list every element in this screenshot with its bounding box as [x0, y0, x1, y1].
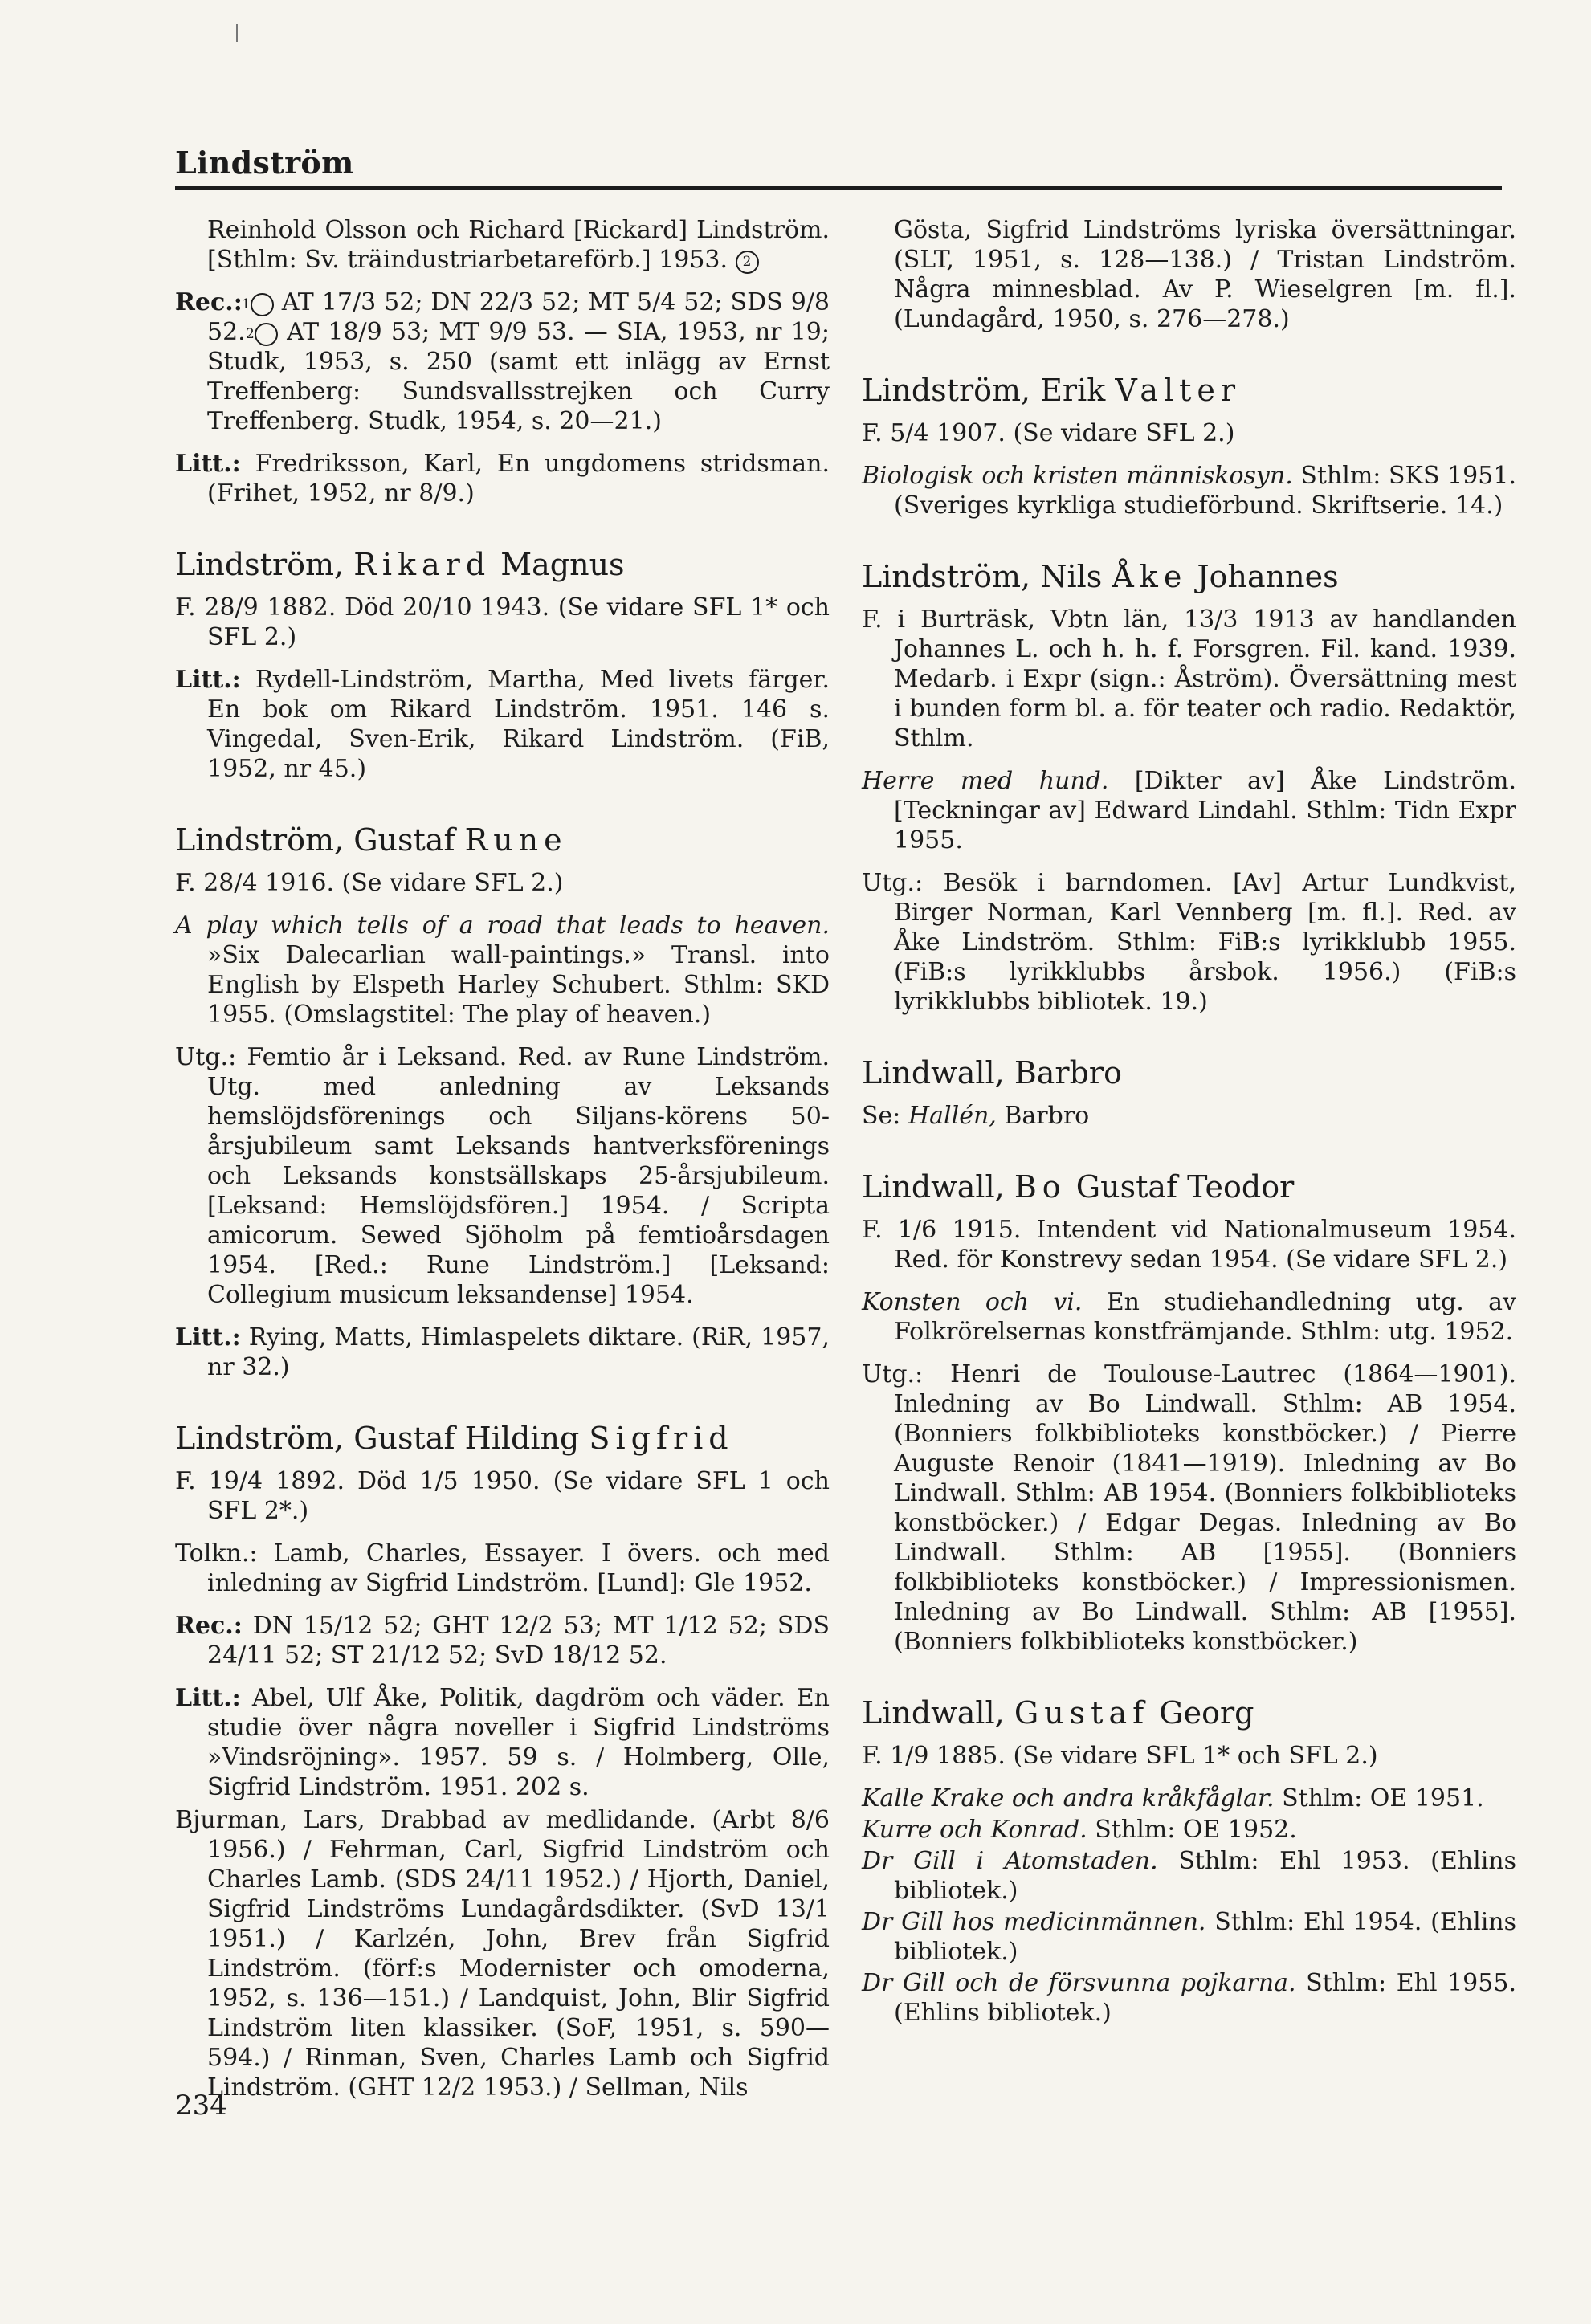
see-target-given-name: Barbro [996, 1102, 1090, 1130]
page-edge-mark [236, 24, 238, 42]
title-spaced-name: Valter [1115, 373, 1242, 408]
title-text: Lindström, Nils [862, 559, 1112, 594]
biography-line: F. 1/9 1885. (Se vidare SFL 1* och SFL 2.) [862, 1742, 1378, 1770]
work-item [862, 1846, 1516, 1906]
literature-list [175, 449, 830, 508]
work-item [862, 766, 1516, 855]
see-target: Hallén, [908, 1102, 997, 1130]
rec-label: Rec.: [175, 288, 243, 316]
running-head: Lindström [175, 145, 354, 181]
work-title: Konsten och vi. [862, 1288, 1083, 1316]
work-item [175, 911, 830, 1029]
rec-label: Rec.: [175, 1612, 243, 1640]
work-item [862, 1287, 1516, 1347]
entry-title-rikard [175, 547, 830, 582]
title-text: Johannes [1187, 559, 1339, 594]
work-details: »Six Dalecarlian wall-paintings.» Transl. into English by Elspeth Harley Schubert. Sthlm: SKD 1955. (Omslagstitel: The play of heaven.) [207, 941, 830, 1029]
work-title: Kalle Krake och andra kråkfåglar. [862, 1784, 1275, 1812]
entry-title-georg [862, 1695, 1516, 1731]
work-title: Dr Gill hos medicinmännen. [862, 1908, 1206, 1936]
title-text: Lindström, [175, 547, 354, 582]
page-number: 234 [175, 2090, 227, 2122]
cross-reference [862, 1101, 1516, 1131]
entry-title-barbro: Lindwall, Barbro [862, 1055, 1122, 1091]
title-text: Gustaf Teodor [1066, 1169, 1295, 1205]
entry-title-rune [175, 822, 830, 858]
biography-line: F. 19/4 1892. Död 1/5 1950. (Se vidare SFL 1 och SFL 2*.) [175, 1467, 830, 1525]
circled-number: 1 [251, 293, 274, 316]
circled-number: 2 [255, 323, 278, 346]
literature-list-continued: Bjurman, Lars, Drabbad av medlidande. (Arbt 8/6 1956.) / Fehrman, Carl, Sigfrid Lindström och Charles Lamb. (SDS 24/11 1952.) / Hjorth, Daniel, Sigfrid Lindströms Lundagårdsdikter. (SvD 13/1 1951.) / Karlzén, John, Brev från Sigfrid Lindström. (förf:s Modernister och omoderna, 1952, s. 136—151.) / Landquist, John, Blir Sigfrid Lindström liten klassiker. (SoF, 1951, s. 590—594.) / Rinman, Sven, Charles Lamb och Sigfrid Lindström. (GHT 12/2 1953.) / Sellman, Nils [175, 1806, 830, 2102]
title-spaced-name: Åke [1112, 559, 1188, 594]
literature-text: Fredriksson, Karl, En ungdomens stridsman. (Frihet, 1952, nr 8/9.) [207, 450, 830, 508]
title-text: Lindwall, [862, 1695, 1014, 1731]
edited-works: Utg.: Femtio år i Leksand. Red. av Rune Lindström. Utg. med anledning av Leksands hemslöjdsförenings och Siljans-körens 50-årsjubileum samt Leksands hantverksförenings och Leksands konstsällskaps 25-årsjubileum. [Leksand: Hemslöjdsfören.] 1954. / Scripta amicorum. Sewed Sjöholm på femtioårsdagen 1954. [Red.: Rune Lindström.] [Leksand: Collegium musicum leksandense] 1954. [175, 1043, 830, 1309]
title-spaced-name: Rikard [353, 547, 492, 582]
work-details: En studiehandledning utg. av Folkrörelsernas konstfrämjande. Sthlm: utg. 1952. [894, 1288, 1516, 1346]
entry-title-bo [862, 1169, 1516, 1205]
work-details: [Dikter av] Åke Lindström. [Teckningar av] Edward Lindahl. Sthlm: Tidn Expr 1955. [894, 767, 1516, 854]
literature-text: Abel, Ulf Åke, Politik, dagdröm och väder. En studie över några noveller i Sigfrid Lindströms »Vindsröjning». 1957. 59 s. / Holmberg, Olle, Sigfrid Lindström. 1951. 202 s. [207, 1684, 830, 1801]
entry-continuation: Gösta, Sigfrid Lindströms lyriska översättningar. (SLT, 1951, s. 128—138.) / Tristan Lindström. Några minnesblad. Av P. Wieselgren [m. fl.]. (Lundagård, 1950, s. 276—278.) [894, 216, 1516, 333]
title-spaced-name: Rune [464, 822, 568, 858]
literature-list [175, 1323, 830, 1382]
see-label: Se: [862, 1102, 908, 1130]
right-column [862, 215, 1516, 2041]
work-details: Sthlm: Ehl 1955. (Ehlins bibliotek.) [894, 1969, 1516, 2027]
translation-item: Tolkn.: Lamb, Charles, Essayer. I övers. och med inledning av Sigfrid Lindström. [Lund]: Gle 1952. [175, 1539, 830, 1597]
entry-title-sigfrid [175, 1421, 830, 1456]
title-text: Magnus [491, 547, 625, 582]
review-list [175, 1611, 830, 1670]
biography-line: F. i Burträsk, Vbtn län, 13/3 1913 av handlanden Johannes L. och h. h. f. Forsgren. Fil. kand. 1939. Medarb. i Expr (sign.: Åström). Översättning mest i bunden form bl. a. för teater och radio. Redaktör, Sthlm. [862, 605, 1516, 752]
literature-list [175, 1683, 830, 1802]
litt-label: Litt.: [175, 1684, 241, 1712]
litt-label: Litt.: [175, 450, 241, 478]
entry-title-erik [862, 373, 1516, 408]
work-title: Kurre och Konrad. [862, 1816, 1087, 1844]
work-item [862, 461, 1516, 520]
biography-line: F. 28/4 1916. (Se vidare SFL 2.) [175, 869, 564, 897]
review-text: AT 17/3 52; DN 22/3 52; MT 5/4 52; SDS 9/8 52. [207, 288, 830, 346]
circled-number: 2 [736, 251, 759, 274]
work-title: Dr Gill i Atomstaden. [862, 1847, 1158, 1875]
entry-continuation [175, 215, 830, 275]
edited-works: Utg.: Henri de Toulouse-Lautrec (1864—1901). Inledning av Bo Lindwall. Sthlm: AB 1954. (Bonniers folkbiblioteks konstböcker.) / Pierre Auguste Renoir (1841—1919). Inledning av Bo Lindwall. Sthlm: AB 1954. (Bonniers folkbiblioteks konstböcker.) / Edgar Degas. Inledning av Bo Lindwall. Sthlm: AB [1955]. (Bonniers folkbiblioteks konstböcker.) / Impressionismen. Inledning av Bo Lindwall. Sthlm: AB [1955]. (Bonniers folkbiblioteks konstböcker.) [862, 1360, 1516, 1656]
work-item [862, 1907, 1516, 1967]
header-rule [175, 186, 1502, 190]
work-item [862, 1815, 1516, 1845]
biography-line: F. 28/9 1882. Död 20/10 1943. (Se vidare SFL 1* och SFL 2.) [175, 593, 830, 651]
biography-line: F. 1/6 1915. Intendent vid Nationalmuseum 1954. Red. för Konstrevy sedan 1954. (Se vidare SFL 2.) [862, 1216, 1516, 1274]
entry-title-ake [862, 559, 1516, 594]
work-details: Sthlm: SKS 1951. (Sveriges kyrkliga studieförbund. Skriftserie. 14.) [894, 462, 1516, 520]
work-title: Dr Gill och de försvunna pojkarna. [862, 1969, 1296, 1997]
literature-text: Rydell-Lindström, Martha, Med livets färger. En bok om Rikard Lindström. 1951. 146 s. Vingedal, Sven-Erik, Rikard Lindström. (FiB, 1952, nr 45.) [207, 666, 830, 783]
title-text: Georg [1149, 1695, 1254, 1731]
title-spaced-name: Bo [1014, 1169, 1067, 1205]
literature-text: Rying, Matts, Himlaspelets diktare. (RiR, 1957, nr 32.) [207, 1323, 830, 1381]
review-text: DN 15/12 52; GHT 12/2 53; MT 1/12 52; SDS 24/11 52; ST 21/12 52; SvD 18/12 52. [207, 1612, 830, 1670]
work-title: A play which tells of a road that leads to heaven. [175, 911, 830, 940]
title-text: Lindwall, [862, 1169, 1014, 1205]
title-spaced-name: Gustaf [1014, 1695, 1150, 1731]
review-list [175, 287, 830, 436]
edited-works: Utg.: Besök i barndomen. [Av] Artur Lundkvist, Birger Norman, Karl Vennberg [m. fl.]. Red. av Åke Lindström. Sthlm: FiB:s lyrikklubb 1955. (FiB:s lyrikklubbs årsbok. 1956.) (FiB:s lyrikklubbs bibliotek. 19.) [862, 869, 1516, 1016]
title-text: Lindström, Erik [862, 373, 1116, 408]
work-details: Sthlm: Ehl 1954. (Ehlins bibliotek.) [894, 1908, 1517, 1966]
work-details: Sthlm: Ehl 1953. (Ehlins bibliotek.) [894, 1847, 1517, 1905]
title-text: Lindström, Gustaf Hilding [175, 1421, 589, 1456]
title-text: Lindström, Gustaf [175, 822, 465, 858]
litt-label: Litt.: [175, 1323, 241, 1352]
entry-text: Reinhold Olsson och Richard [Rickard] Lindström. [Sthlm: Sv. träindustriarbetareförb.] 1953. [207, 216, 830, 274]
review-text: AT 18/9 53; MT 9/9 53. — SIA, 1953, nr 19; Studk, 1953, s. 250 (samt ett inlägg av Ernst Treffenberg: Sundsvallsstrejken och Curry Treffenberg. Studk, 1954, s. 20—21.) [207, 318, 830, 435]
work-details: Sthlm: OE 1952. [1095, 1816, 1297, 1844]
title-spaced-name: Sigfrid [589, 1421, 734, 1456]
litt-label: Litt.: [175, 666, 241, 694]
left-column [175, 215, 830, 2115]
work-title: Herre med hund. [862, 767, 1109, 795]
work-details: Sthlm: OE 1951. [1282, 1784, 1484, 1812]
work-item [862, 1968, 1516, 2028]
biography-line: F. 5/4 1907. (Se vidare SFL 2.) [862, 419, 1235, 447]
literature-list [175, 665, 830, 784]
work-title: Biologisk och kristen människosyn. [862, 462, 1293, 490]
work-item [862, 1784, 1516, 1813]
